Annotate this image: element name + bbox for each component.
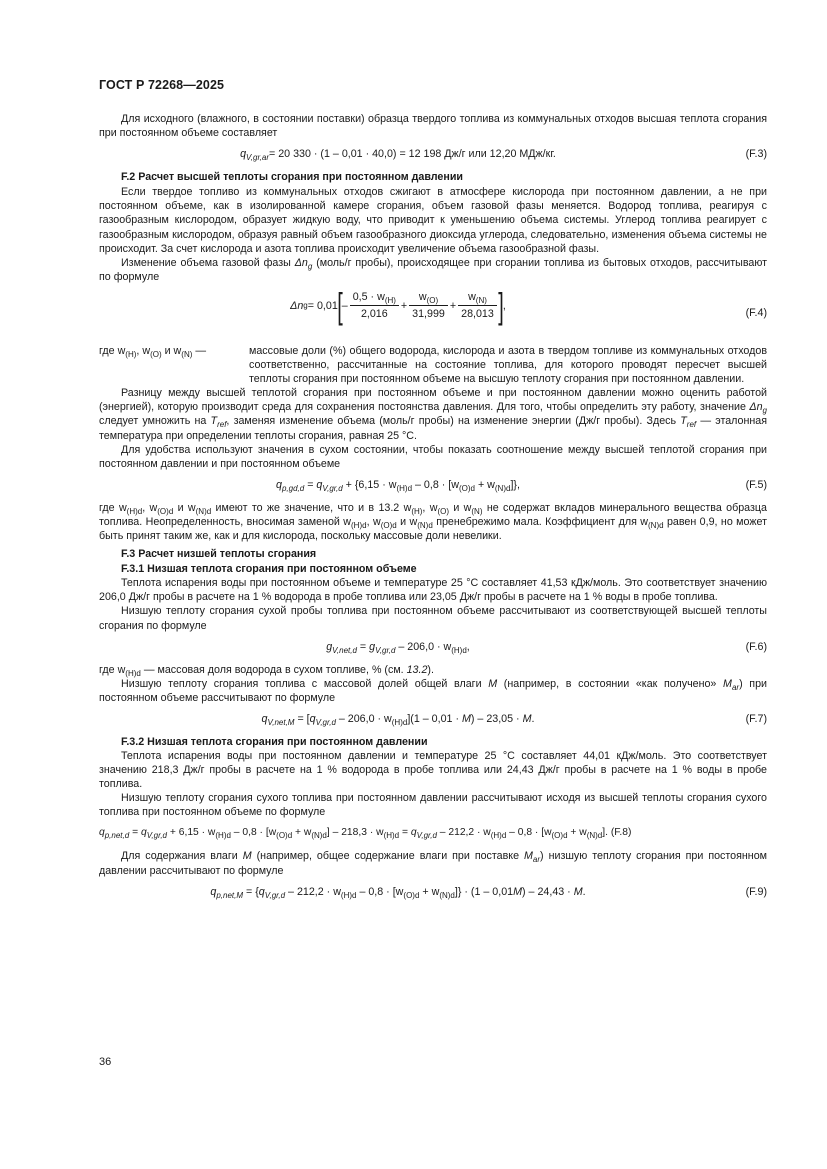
formula-number: (F.6) — [745, 640, 767, 653]
paragraph-f5-where: где $w_{(H)d}$, $w_{(O)d}$ и $w_{(N)d}$ имеют то же значение, что и в 13.2 $w_{(H)}$, $w_{(O)}$ и $w_{(N)}$ не содержат вкладов минерального вещества образца топлива. Неопределенность, вносимая заменой $w_{(H)d}$, $w_{(O)d}$ и $w_{(N)d}$ пренебрежимо мала. Коэффициент для $w_{(N)d}$ равен 0,9, но может быть принят таким же, как и для кислорода, поскольку массовые доли невелики. — [99, 501, 767, 542]
paragraph-f31-1: Теплота испарения воды при постоянном объеме и температуре 25 °С составляет 41,53 кДж/моль. Это соответствует значению 206,0 Дж/г пробы в расчете на 1 % водорода в пробе топлива или 23,05 Дж/г пробы в расчете на 1 % воды в пробе топлива. — [99, 577, 767, 604]
paragraph-f2-3: Разницу между высшей теплотой сгорания при постоянном объеме и при постоянном давлении можно оценить работой (энергией), которую производит среда для сохранения постоянства давления. Для того, чтобы определить эту работу, значение $\Delta n_g$ следует умножить на $T_{ref}$, заменяя изменение объема (моль/г пробы) на изменение энергии (Дж/г пробы). Здесь $T_{ref}$ — эталонная температура при определении теплоты сгорания, равная 25 °С. — [99, 387, 767, 442]
paragraph-f32-2: Низшую теплоту сгорания сухого топлива при постоянном давлении рассчитывают исходя из высшей теплоты сгорания сухого топлива при постоянном объеме по формуле — [99, 792, 767, 819]
formula-f8: $q_{p,net,d} = q_{V,gr,d} + 6,15 \cdot w_{(H)d} - 0,8 \cdot [w_{(O)d} + w_{(N)d}] - 218,3 \cdot w_{(H)d} = q_{V,gr,d} - 212,2 \cdot w_{(H)d} - 0,8 \cdot [w_{(O)d} + w_{(N)d}]$. (F.8) — [99, 827, 632, 841]
formula-f4: Δn g = 0,01 [ – $\frac{0,5 \cdot w_{(H)}}{2,016}$ + $\frac{w_{(O)}}{31,999}$ + $\frac{w_{(N)}}{28,013}$ ] , (F.4) — [290, 284, 767, 326]
formula-number: (F.7) — [745, 712, 767, 725]
left-bracket: [ — [337, 284, 343, 326]
paragraph-f32-1: Теплота испарения воды при постоянном давлении и температуре 25 °С составляет 44,01 кДж/моль. Это соответствует значению 218,3 Дж/г пробы в расчете на 1 % водорода в пробе топлива или 24,43 Дж/г пробы в расчете на 1 % воды в пробе топлива. — [99, 750, 767, 791]
section-heading-f3: F.3 Расчет низшей теплоты сгорания — [121, 548, 317, 561]
where-clause-f4: где $w_{(H)}$, $w_{(O)}$ и $w_{(N)}$ — массовые доли (%) общего водорода, кислорода и азота в твердом топливе из коммунальных отходов соответственно, рассчитанные на состояние топлива, для которого проводят пересчет высшей теплоты сгорания при постоянном объеме на высшую теплоту сгорания при постоянном давлении. — [99, 344, 767, 386]
formula-number: (F.4) — [745, 306, 767, 319]
page-number: 36 — [99, 1056, 112, 1068]
paragraph-f31-3: Низшую теплоту сгорания топлива с массовой долей общей влаги M (например, в состоянии «как получено» $M_{ar}$) при постоянном объеме рассчитывают по формуле — [99, 677, 768, 704]
formula-f6: $g_{V,net,d} = g_{V,gr,d} - 206,0 \cdot w_{(H)d}$, (F.6) — [326, 640, 767, 655]
subsection-heading-f32: F.3.2 Низшая теплота сгорания при постоянном давлении — [121, 735, 428, 748]
section-heading-f2: F.2 Расчет высшей теплоты сгорания при постоянном давлении — [121, 171, 463, 184]
paragraph-f2-4: Для удобства используют значения в сухом состоянии, чтобы показать соотношение между высшей теплотой сгорания при постоянном давлении и при постоянном объеме — [99, 443, 767, 470]
formula-number: (F.3) — [745, 148, 767, 161]
formula-number: (F.9) — [745, 885, 767, 898]
page-body — [99, 112, 767, 908]
fraction-nitrogen: $\frac{w_{(N)}}{28,013}$ — [458, 290, 497, 321]
paragraph-f6-where: где $w_{(H)d}$ — массовая доля водорода в сухом топливе, % (см. 13.2). — [99, 663, 434, 678]
fraction-hydrogen: $\frac{0,5 \cdot w_{(H)}}{2,016}$ — [350, 290, 399, 321]
formula-f9: $q_{p,net,M} = \{q_{V,gr,d} - 212,2 \cdot w_{(H)d} - 0,8 \cdot [w_{(O)d} + w_{(N)d}]\} \cdot (1 - 0,01M) - 24,43 \cdot M$. (F.9) — [210, 885, 767, 900]
formula-number: (F.5) — [745, 478, 767, 491]
paragraph-f2-1: Если твердое топливо из коммунальных отходов сжигают в атмосфере кислорода при постоянном давлении, а не при постоянном объеме, как в изолированной камере сгорания, объем газовой фазы меняется. Водород топлива, реагируя с газообразным кислородом, образует жидкую воду, что приводит к уменьшению объема системы. Углерод топлива реагирует с газообразным кислородом, образуя равный объем газообразного диоксида углерода, следовательно, изменения объема системы не происходит. За счет кислорода и азота топлива происходит увеличение объема газообразной фазы. — [99, 186, 767, 255]
paragraph-f32-3: Для содержания влаги M (например, общее содержание влаги при поставке $M_{ar}$) низшую теплоту сгорания при постоянном давлении рассчитывают по формуле — [99, 850, 768, 877]
paragraph-f2-2: Изменение объема газовой фазы $\Delta n_g$ (моль/г пробы), происходящее при сгорании топлива из бытовых отходов, рассчитывают по формуле — [99, 256, 768, 283]
right-bracket: ] — [498, 284, 504, 326]
paragraph-f31-2: Низшую теплоту сгорания сухой пробы топлива при постоянном объеме рассчитывают из соответствующей высшей теплоты сгорания по формуле — [99, 605, 767, 632]
fraction-oxygen: $\frac{w_{(O)}}{31,999}$ — [409, 290, 448, 321]
document-code: ГОСТ Р 72268—2025 — [99, 78, 225, 92]
formula-f3: $q_{V,gr,ar}= 20$ 330 · (1 – 0,01 · 40,0) = 12 198 Дж/г или 12,20 МДж/кг. (F.3) — [240, 148, 767, 163]
formula-f5: $q_{p,gd,d} = q_{V,gr,d} + \{6,15 \cdot w_{(H)d} - 0,8 \cdot [w_{(O)d} + w_{(N)d}]\}$, (F.5) — [276, 478, 767, 493]
intro-paragraph: Для исходного (влажного, в состоянии поставки) образца твердого топлива из коммунальных отходов высшая теплота сгорания при постоянном объеме составляет — [99, 113, 767, 140]
subsection-heading-f31: F.3.1 Низшая теплота сгорания при постоянном объеме — [121, 563, 417, 576]
formula-f7: $q_{V,net,M} = [q_{V,gr,d} - 206,0 \cdot w_{(H)d}](1 - 0,01 \cdot M) - 23,05 \cdot M$. (F.7) — [261, 712, 767, 727]
